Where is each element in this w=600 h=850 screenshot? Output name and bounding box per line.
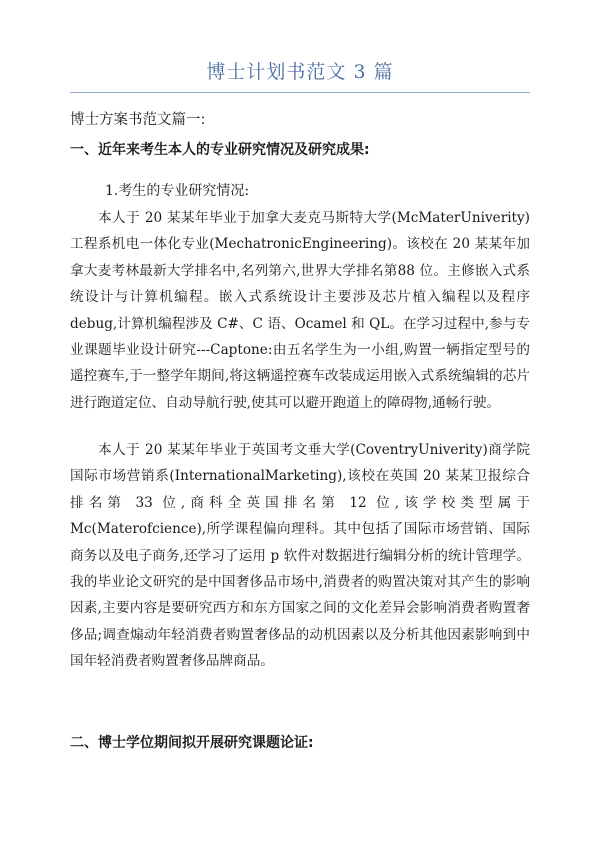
title-divider xyxy=(70,92,530,93)
document-title: 博士计划书范文 3 篇 xyxy=(206,61,394,83)
paragraph-coventry: 本人于 20 某某年毕业于英国考文垂大学(CoventryUniverity)商学院国际市场营销系(InternationalMarketing),该校在英国 20 某某卫报综合排名第 33 位,商科全英国排名第 12 位,该学校类型属于Mc(Materofcience),所学课程偏向理科。其中包括了国际市场营销、国际商务以及电子商务,还学习了运用 p 软件对数据进行编辑分析的统计管理学。我的毕业论文研究的是中国奢侈品市场中,消费者的购置决策对其产生的影响因素,主要内容是要研究西方和东方国家之间的文化差异会影响消费者购置奢侈品;调查煽动年轻消费者购置奢侈品的动机因素以及分析其他因素影响到中国年轻消费者购置奢侈品牌商品。 xyxy=(70,442,530,670)
heading-research-proposal: 二、博士学位期间拟开展研究课题论证: xyxy=(70,735,314,751)
subheading-research-status: 1.考生的专业研究情况: xyxy=(105,183,250,199)
section-heading: 博士方案书范文篇一: xyxy=(70,112,206,128)
paragraph-mcmaster: 本人于 20 某某年毕业于加拿大麦克马斯特大学(McMaterUniverity)工程系机电一体化专业(MechatronicEngineering)。该校在 20 某某年加拿大麦考林最新大学排名中,名列第六,世界大学排名第88 位。主修嵌入式系统设计与计算机编程。嵌入式系统设计主要涉及芯片植入编程以及程序 debug,计算机编程涉及 C#、C 语、Ocamel 和 QL。在学习过程中,参与专业课题毕业设计研究---Captone:由五名学生为一小组,购置一辆指定型号的遥控赛车,于一整学年期间,将这辆遥控赛车改装成运用嵌入式系统编辑的芯片进行跑道定位、自动导航行驶,使其可以避开跑道上的障碍物,通畅行驶。 xyxy=(70,210,530,411)
heading-research-status: 一、近年来考生本人的专业研究情况及研究成果: xyxy=(70,142,370,158)
